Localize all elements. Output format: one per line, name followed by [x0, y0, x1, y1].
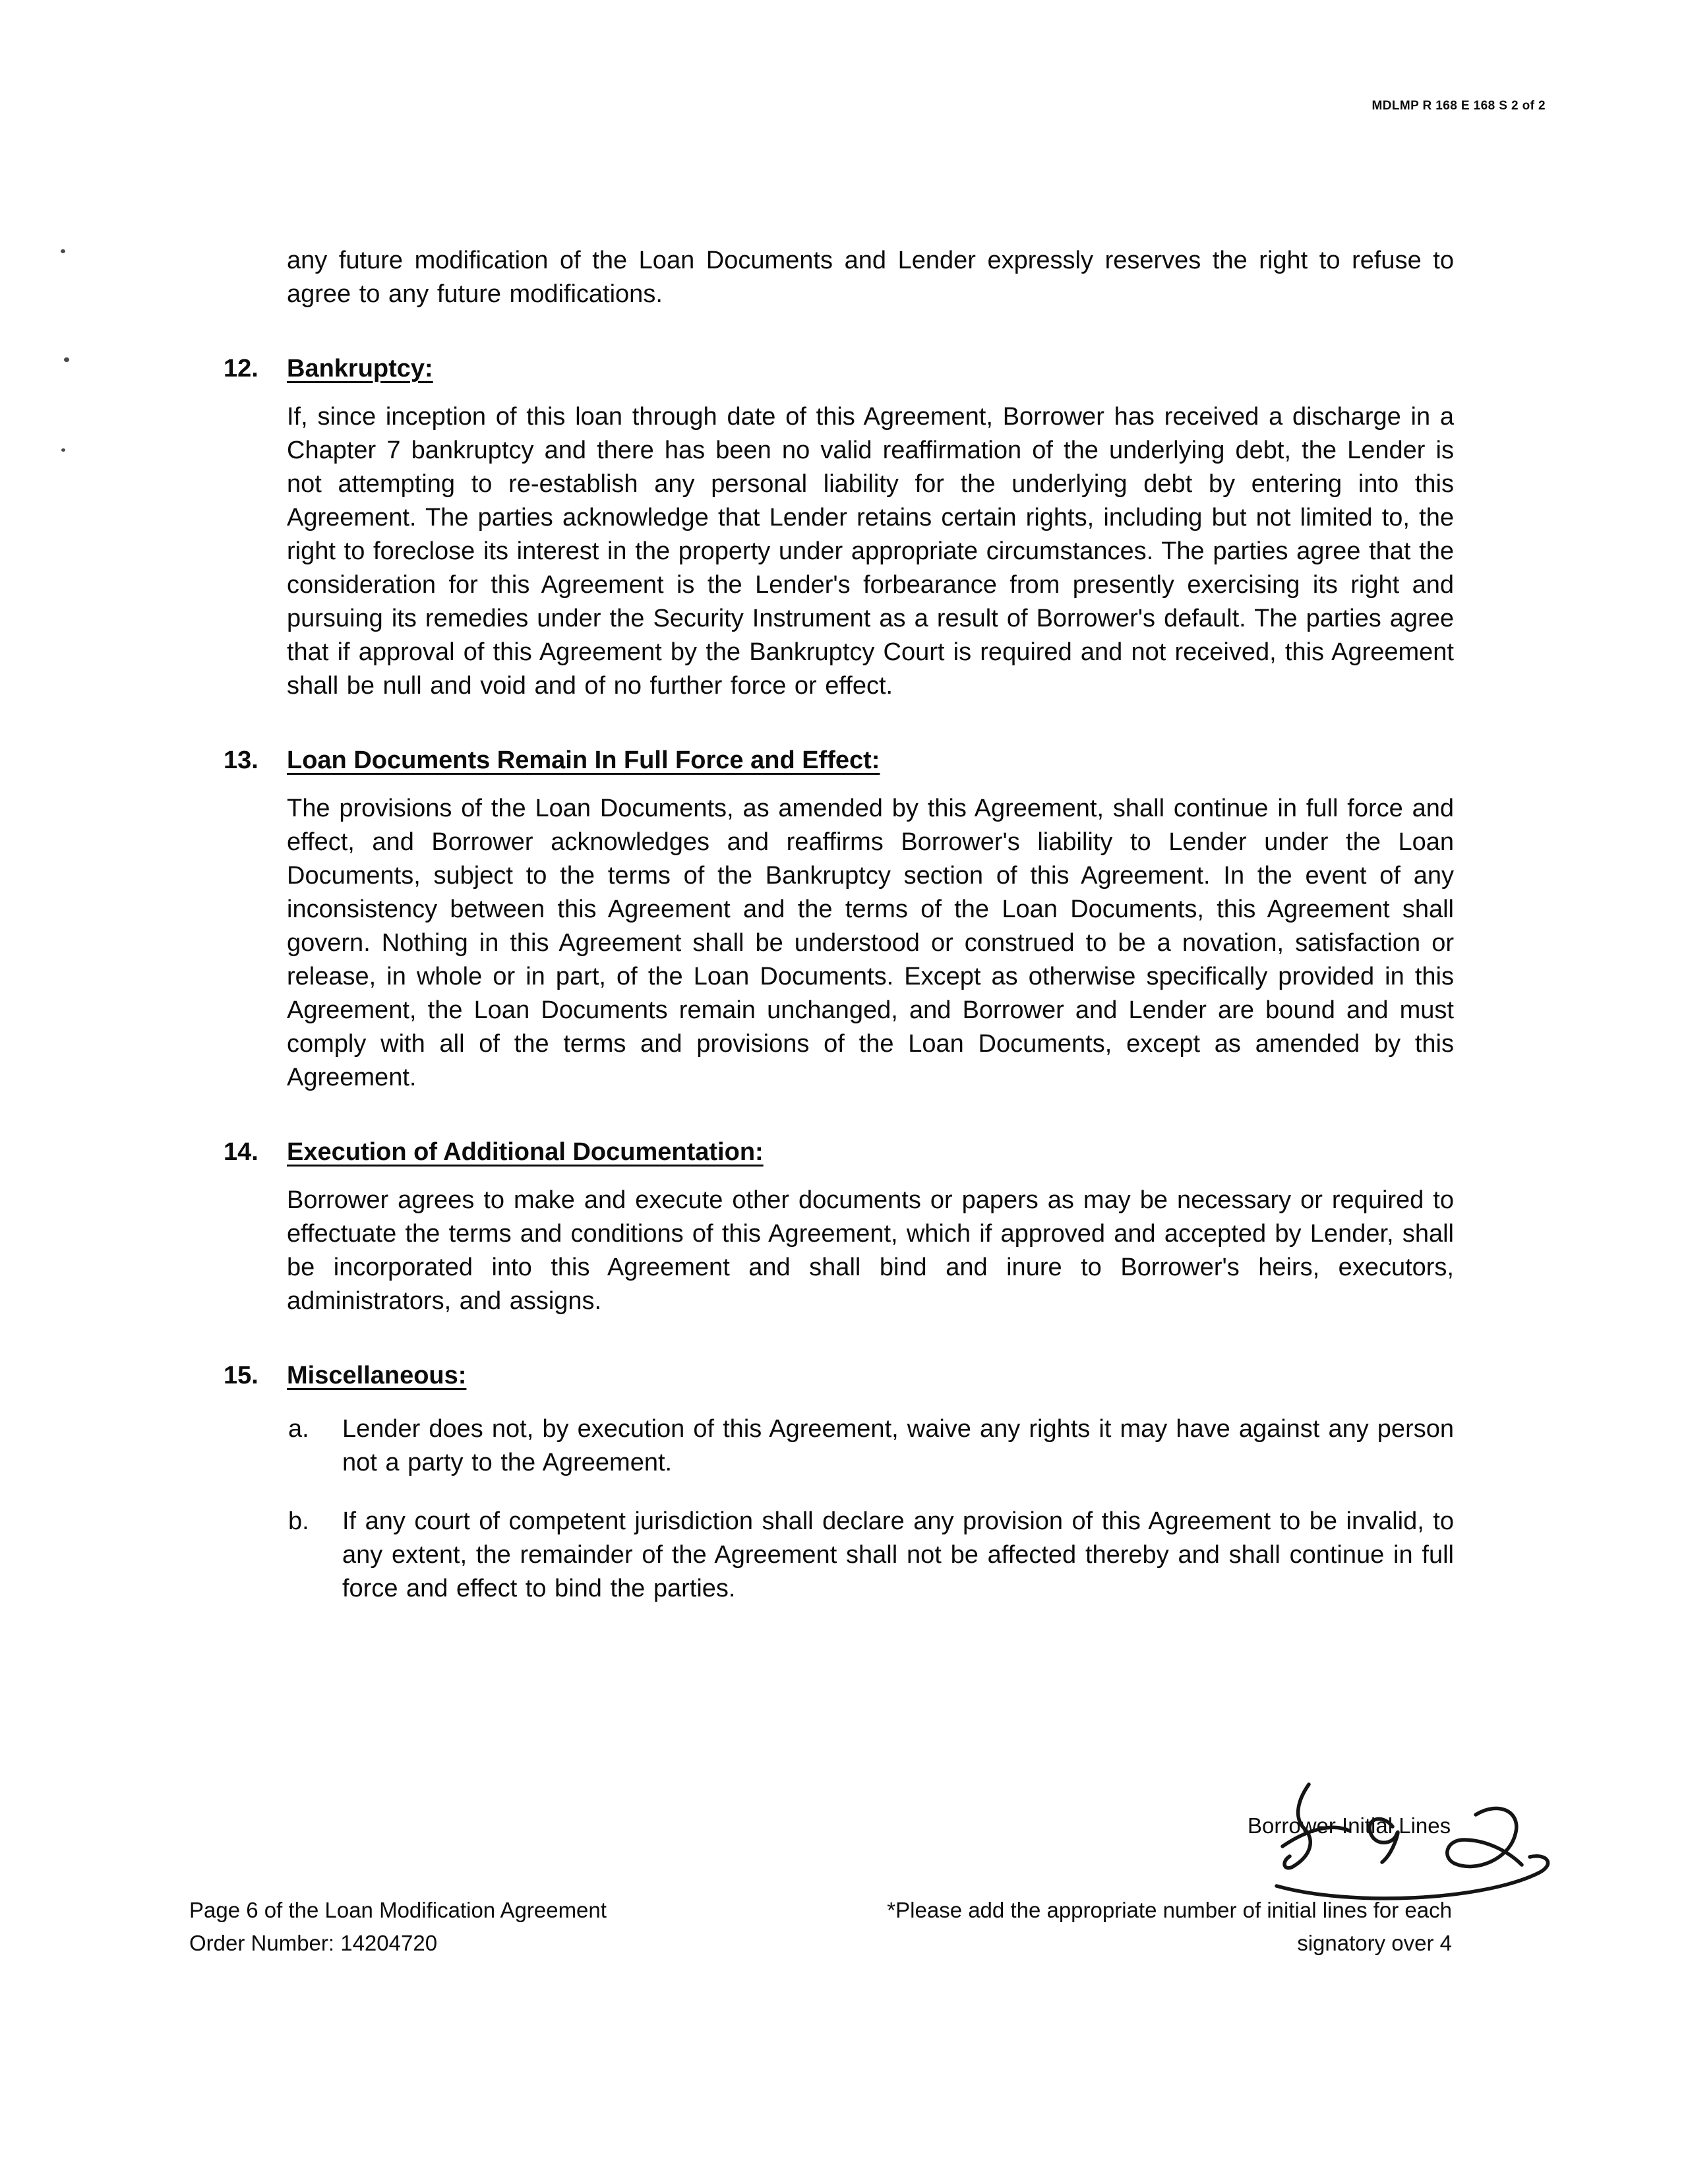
section-heading [224, 352, 1454, 386]
document-code: MDLMP R 168 E 168 S 2 of 2 [1372, 99, 1546, 113]
section-number: 12. [224, 355, 258, 382]
section-paragraph: The provisions of the Loan Documents, as amended by this Agreement, shall continue in full force and effect, and Borrower acknowledges and reaffirms Borrower's liability to Lender under the Loan Documents, subject to the terms of the Bankruptcy section of this Agreement. In the event of any inconsistency between this Agreement and the terms of the Loan Documents, this Agreement shall govern. Nothing in this Agreement shall be understood or construed to be a novation, satisfaction or release, in whole or in part, of the Loan Documents. Except as otherwise specifically provided in this Agreement, the Loan Documents remain unchanged, and Borrower and Lender are bound and must comply with all of the terms and provisions of the Loan Documents, except as amended by this Agreement. [287, 795, 1454, 1091]
section-12-bankruptcy [224, 352, 1454, 703]
section-15-miscellaneous [224, 1359, 1454, 1606]
scan-speck [64, 357, 69, 362]
section-subitems [287, 1412, 1454, 1606]
section-title: Miscellaneous: [287, 1362, 467, 1389]
section-14-execution [224, 1136, 1454, 1318]
section-heading [224, 1359, 1454, 1393]
footer-note-line1: *Please add the appropriate number of initial lines for each [887, 1898, 1452, 1922]
section-number: 15. [224, 1362, 258, 1389]
section-heading [224, 744, 1454, 777]
list-item-b [287, 1505, 1454, 1606]
section-title: Bankruptcy: [287, 355, 433, 382]
section-title: Execution of Additional Documentation: [287, 1138, 764, 1166]
scan-speck [61, 249, 65, 253]
item-letter: b. [288, 1507, 309, 1535]
page-footer-left [189, 1894, 607, 1960]
section-paragraph: If, since inception of this loan through date of this Agreement, Borrower has received a discharge in a Chapter 7 bankruptcy and there has been no valid reaffirmation of the underlying debt, the Lender is not attempting to re-establish any personal liability for the underlying debt by entering into this Agreement. The parties acknowledge that Lender retains certain rights, including but not limited to, the right to foreclose its interest in the property under appropriate circumstances. The parties agree that the consideration for this Agreement is the Lender's forbearance from presently exercising its right and pursuing its remedies under the Security Instrument as a result of Borrower's default. The parties agree that if approval of this Agreement by the Bankruptcy Court is required and not received, this Agreement shall be null and void and of no further force or effect. [287, 403, 1454, 700]
section-number: 13. [224, 746, 258, 774]
scan-speck [61, 448, 65, 452]
section-paragraph: Borrower agrees to make and execute other documents or papers as may be necessary or required to effectuate the terms and conditions of this Agreement, which if approved and accepted by Lender, shall be incorporated into this Agreement and shall bind and inure to Borrower's heirs, executors, administrators, and assigns. [287, 1186, 1454, 1315]
footer-note-line2: signatory over 4 [1297, 1931, 1452, 1955]
list-item-a [287, 1412, 1454, 1480]
footer-order-number: Order Number: 14204720 [189, 1931, 438, 1955]
item-text: Lender does not, by execution of this Agreement, waive any rights it may have against any person not a party to the Agreement. [342, 1415, 1454, 1476]
footer-page-number: Page 6 of the Loan Modification Agreement [189, 1898, 607, 1922]
intro-paragraph: any future modification of the Loan Documents and Lender expressly reserves the right to refuse to agree to any future modifications. [287, 247, 1454, 308]
document-body [224, 244, 1454, 1606]
page-footer-right [859, 1894, 1452, 1960]
item-letter: a. [288, 1415, 309, 1443]
section-number: 14. [224, 1138, 258, 1166]
borrower-initial-lines-label: Borrower Initial Lines [1248, 1813, 1451, 1838]
section-heading [224, 1136, 1454, 1169]
item-text: If any court of competent jurisdiction shall declare any provision of this Agreement to be invalid, to any extent, the remainder of the Agreement shall not be affected thereby and shall continue in full force and effect to bind the parties. [342, 1507, 1454, 1602]
section-13-loan-documents [224, 744, 1454, 1095]
section-title: Loan Documents Remain In Full Force and Effect: [287, 746, 880, 774]
